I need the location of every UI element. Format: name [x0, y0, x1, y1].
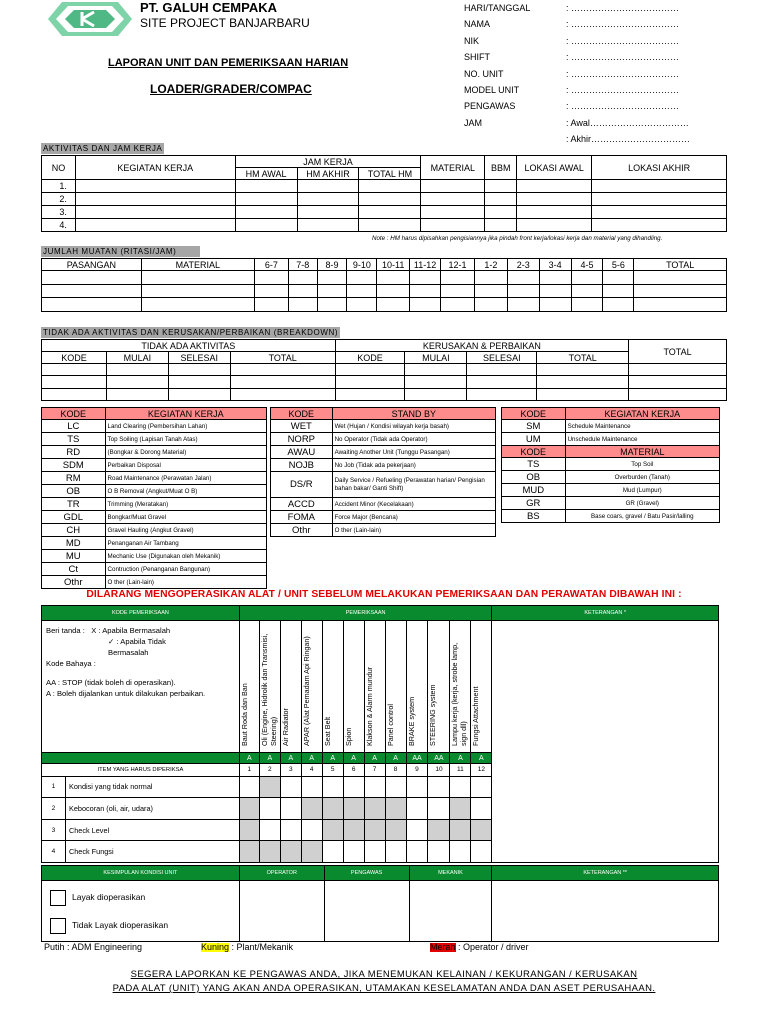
code: NOJB — [271, 459, 333, 472]
item-number: 2 — [42, 798, 66, 820]
conclusion-table — [41, 865, 719, 942]
col-no: NO — [42, 156, 76, 180]
danger-code: A — [280, 752, 301, 763]
keterangan-cell[interactable] — [492, 621, 719, 863]
company-logo — [48, 2, 132, 36]
code-row — [42, 576, 267, 589]
legend-a: A : Boleh dijalankan untuk dilakukan perbaikan. — [46, 689, 206, 699]
keterangan-header: KETERANGAN * — [492, 606, 719, 621]
inspection-column: Baut Roda dan Ban — [239, 621, 259, 753]
table-row — [42, 388, 727, 400]
code-row — [502, 484, 720, 497]
code-desc: Wet (Hujan / Kondisi wilayah kerja basah) — [332, 420, 495, 433]
code: Ct — [42, 563, 106, 576]
col-header: 8-9 — [317, 259, 347, 271]
code-row — [502, 497, 720, 510]
row-number: 1. — [42, 180, 76, 193]
aktivitas-table — [41, 155, 727, 232]
code: TS — [42, 433, 106, 446]
column-number: 2 — [259, 764, 280, 776]
col-header: KODE — [271, 408, 333, 420]
tidak-ada-aktivitas-header: TIDAK ADA AKTIVITAS — [42, 340, 336, 352]
code: Othr — [42, 576, 106, 589]
section-breakdown-heading: TIDAK ADA AKTIVITAS DAN KERUSAKAN/PERBAIKAN (BREAKDOWN) — [43, 328, 339, 337]
col-header: 9-10 — [347, 259, 377, 271]
muatan-table — [41, 258, 727, 312]
code-row — [502, 471, 720, 484]
col-header: TOTAL — [537, 352, 629, 364]
info-value[interactable]: : ……………………………… — [566, 101, 680, 112]
legend-apabila-bermasalah: Apabila Bermasalah — [102, 626, 171, 636]
col-total-hm: TOTAL HM — [359, 168, 421, 180]
code-desc: O B Removal (Angkut/Muat O B) — [105, 485, 266, 498]
column-number: 1 — [239, 764, 259, 776]
code-row — [42, 472, 267, 485]
kode-pemeriksaan-header: KODE PEMERIKSAAN — [42, 606, 240, 621]
code-desc: Mechanic Use (Digunakan oleh Mekanik) — [105, 550, 266, 563]
code-desc: O ther (Lain-lain) — [332, 524, 495, 537]
operator-header: OPERATOR — [239, 866, 324, 881]
table-row — [42, 284, 727, 298]
section-aktivitas-heading: AKTIVITAS DAN JAM KERJA — [43, 144, 163, 153]
legend-x: X : — [91, 626, 101, 636]
code-row — [271, 498, 496, 511]
mekanik-header: MEKANIK — [409, 866, 492, 881]
form-title: LAPORAN UNIT DAN PEMERIKSAAN HARIAN — [108, 57, 349, 69]
inspection-column: Air Radiator — [280, 621, 301, 753]
code-desc: Top Soiling (Lapisan Tanah Atas) — [105, 433, 266, 446]
code: MU — [42, 550, 106, 563]
col-header: KODE — [42, 408, 106, 420]
table-row — [42, 180, 727, 193]
info-label: MODEL UNIT — [464, 84, 520, 95]
code: SM — [502, 420, 566, 433]
row-number: 2. — [42, 193, 76, 206]
code-desc: Trimming (Meratakan) — [105, 498, 266, 511]
code-row — [42, 485, 267, 498]
item-number: 4 — [42, 841, 66, 863]
code: DS/R — [271, 472, 333, 498]
code: FOMA — [271, 511, 333, 524]
code-desc: Base coars, gravel / Batu Pasir/lalling — [565, 510, 719, 523]
legend-kode-bahaya: Kode Bahaya : — [46, 659, 96, 669]
col-header: KODE — [502, 408, 566, 420]
code: GDL — [42, 511, 106, 524]
section-muatan-heading: JUMLAH MUATAN (RITASI/JAM) — [41, 246, 200, 257]
code-row — [42, 537, 267, 550]
code-desc: Overburden (Tanah) — [565, 471, 719, 484]
col-header: 10-11 — [377, 259, 410, 271]
code: AWAU — [271, 446, 333, 459]
legend-beri-tanda: Beri tanda : — [46, 626, 85, 636]
info-value[interactable]: : ……………………………… — [566, 52, 680, 63]
code-desc: Land Clearing (Pembersihan Lahan) — [105, 420, 266, 433]
col-header: MATERIAL — [565, 446, 719, 458]
kesimpulan-options — [42, 881, 240, 942]
info-label: PENGAWAS — [464, 101, 516, 112]
col-header: 2-3 — [507, 259, 539, 271]
code-row — [42, 459, 267, 472]
company-site: SITE PROJECT BANJARBARU — [140, 16, 310, 30]
item-label: ITEM YANG HARUS DIPERIKSA — [42, 764, 240, 776]
code-row — [42, 433, 267, 446]
col-header: 1-2 — [474, 259, 507, 271]
col-bbm: BBM — [485, 156, 517, 180]
code-desc: (Bongkar & Dorong Material) — [105, 446, 266, 459]
col-header: STAND BY — [332, 408, 495, 420]
inspection-column: Fungsi Attachment — [471, 621, 492, 753]
code-desc: Bongkar/Muat Gravel — [105, 511, 266, 524]
column-number: 9 — [406, 764, 428, 776]
table-row — [42, 376, 727, 388]
code: LC — [42, 420, 106, 433]
code-desc: Perbaikan Disposal — [105, 459, 266, 472]
code: UM — [502, 433, 566, 446]
kerusakan-header: KERUSAKAN & PERBAIKAN — [335, 340, 629, 352]
row-number: 4. — [42, 219, 76, 232]
breakdown-total-header: TOTAL — [629, 340, 727, 364]
col-hm-awal: HM AWAL — [235, 168, 297, 180]
inspection-column: BRAKE system — [406, 621, 428, 753]
inspection-column: STEERING system — [428, 621, 450, 753]
col-jam-kerja: JAM KERJA — [235, 156, 421, 168]
code-row — [502, 420, 720, 433]
code-row — [271, 511, 496, 524]
danger-code: A — [322, 752, 343, 763]
info-value[interactable]: : ……………………………… — [566, 84, 680, 95]
col-header: KEGIATAN KERJA — [565, 408, 719, 420]
col-header: MATERIAL — [141, 259, 254, 271]
code-row — [271, 472, 496, 498]
code-row — [42, 524, 267, 537]
danger-code: A — [343, 752, 364, 763]
code: CH — [42, 524, 106, 537]
danger-code: A — [450, 752, 471, 763]
col-header: MULAI — [106, 352, 168, 364]
table-row — [42, 364, 727, 376]
code-row — [42, 563, 267, 576]
danger-code: AA — [406, 752, 428, 763]
footer-line-1: SEGERA LAPORKAN KE PENGAWAS ANDA, JIKA MENEMUKAN KELAINAN / KEKURANGAN / KERUSAKAN — [130, 969, 638, 980]
operator-signature[interactable] — [239, 881, 324, 942]
info-labels — [464, 0, 564, 148]
col-header: 7-8 — [288, 259, 317, 271]
info-value[interactable]: : ……………………………… — [566, 3, 680, 13]
warning-banner: DILARANG MENGOPERASIKAN ALAT / UNIT SEBELUM MELAKUKAN PEMERIKSAAN DAN PERAWATAN DIBAWAH INI : — [86, 589, 682, 600]
code-desc: Top Soil — [565, 458, 719, 471]
code-row — [502, 510, 720, 523]
info-values — [566, 0, 756, 148]
info-value[interactable]: : ……………………………… — [566, 19, 680, 30]
danger-code: AA — [428, 752, 450, 763]
legend-apabila-tidak: Apabila Tidak Bermasalah — [108, 637, 166, 658]
item-number: 1 — [42, 776, 66, 798]
column-number: 5 — [322, 764, 343, 776]
pengawas-header: PENGAWAS — [324, 866, 409, 881]
kegiatan-code-table — [41, 407, 267, 589]
code: OB — [502, 471, 566, 484]
danger-code: A — [301, 752, 322, 763]
column-number: 10 — [428, 764, 450, 776]
tidak-layak-checkbox[interactable] — [50, 918, 66, 934]
code: MUD — [502, 484, 566, 497]
inspection-column: Panel control — [385, 621, 406, 753]
code: Othr — [271, 524, 333, 537]
col-material: MATERIAL — [421, 156, 485, 180]
code-desc: Schedule Maintenance — [565, 420, 719, 433]
col-header: 6-7 — [254, 259, 288, 271]
col-hm-akhir: HM AKHIR — [297, 168, 359, 180]
col-header: TOTAL — [230, 352, 335, 364]
col-header: SELESAI — [467, 352, 537, 364]
col-header: SELESAI — [168, 352, 230, 364]
col-header: KODE — [335, 352, 405, 364]
column-number: 11 — [450, 764, 471, 776]
col-lokasi-awal: LOKASI AWAL — [517, 156, 592, 180]
code: RD — [42, 446, 106, 459]
col-header: 3-4 — [539, 259, 571, 271]
column-number: 3 — [280, 764, 301, 776]
column-number: 8 — [385, 764, 406, 776]
aktivitas-note: Note : HM harus dipisahkan pengisiannya jika pindah front kerja/lokasi kerja dan material yang dihandling. — [372, 235, 663, 242]
col-header: 12-1 — [441, 259, 475, 271]
danger-code: A — [259, 752, 280, 763]
code-row — [502, 433, 720, 446]
tidak-layak-option[interactable]: Tidak Layak dioperasikan — [50, 911, 239, 939]
copy-merah: Merah : Operator / driver — [430, 943, 529, 952]
code: WET — [271, 420, 333, 433]
code-desc: Accident Minor (Kecelakaan) — [332, 498, 495, 511]
code-row — [42, 498, 267, 511]
code-desc: No Job (Tidak ada pekerjaan) — [332, 459, 495, 472]
code-row — [502, 458, 720, 471]
code: OB — [42, 485, 106, 498]
inspection-column: Klakson & Alarm mundur — [364, 621, 385, 753]
item-name: Kondisi yang tidak normal — [65, 776, 239, 798]
code-desc: O ther (Lain-lain) — [105, 576, 266, 589]
col-header: KODE — [502, 446, 566, 458]
code: NORP — [271, 433, 333, 446]
col-lokasi-akhir: LOKASI AKHIR — [592, 156, 727, 180]
code-row — [42, 550, 267, 563]
kesimpulan-header: KESIMPULAN KONDISI UNIT — [42, 866, 240, 881]
column-number: 7 — [364, 764, 385, 776]
col-kegiatan: KEGIATAN KERJA — [75, 156, 235, 180]
keterangan2-cell[interactable] — [492, 881, 719, 942]
info-value[interactable]: : Awal…………………………… — [566, 117, 689, 128]
code: MD — [42, 537, 106, 550]
company-name: PT. GALUH CEMPAKA — [140, 0, 277, 15]
info-label: SHIFT — [464, 52, 490, 63]
inspection-column: Spion — [343, 621, 364, 753]
table-row — [42, 271, 727, 285]
code-desc: Awaiting Another Unit (Tunggu Pasangan) — [332, 446, 495, 459]
code-row — [271, 524, 496, 537]
table-row — [42, 193, 727, 206]
code-desc: Force Major (Bencana) — [332, 511, 495, 524]
legend-check: ✓ : — [108, 637, 119, 647]
legend-aa: AA : STOP (tidak boleh di operasikan). — [46, 678, 176, 688]
code: BS — [502, 510, 566, 523]
code-row — [271, 420, 496, 433]
info-value[interactable]: : Akhir…………………………… — [566, 134, 691, 145]
table-row — [42, 219, 727, 232]
footer-line-2: PADA ALAT (UNIT) YANG AKAN ANDA OPERASIKAN, UTAMAKAN KESELAMATAN ANDA DAN ASET PERUSAHAAN. — [112, 983, 656, 994]
code-desc: GR (Gravel) — [565, 497, 719, 510]
item-name: Check Fungsi — [65, 841, 239, 863]
inspection-column: Seat Belt — [322, 621, 343, 753]
mekanik-signature[interactable] — [409, 881, 492, 942]
info-label — [464, 131, 564, 147]
inspection-column: Lampu kerja (kerja, strobe lamp, sign dll) — [450, 621, 471, 753]
danger-code: A — [239, 752, 259, 763]
code: TS — [502, 458, 566, 471]
pengawas-signature[interactable] — [324, 881, 409, 942]
code-desc: Road Maintenance (Perawatan Jalan) — [105, 472, 266, 485]
code-desc: No Operator (Tidak ada Operator) — [332, 433, 495, 446]
col-header: MULAI — [405, 352, 467, 364]
merah-tag: Merah — [430, 943, 456, 952]
col-header: KEGIATAN KERJA — [105, 408, 266, 420]
maintenance-material-code-table — [501, 407, 720, 523]
code-desc: Unschedule Maintenance — [565, 433, 719, 446]
code-row — [271, 459, 496, 472]
inspection-table — [41, 605, 719, 863]
layak-checkbox[interactable] — [50, 890, 66, 906]
column-number: 6 — [343, 764, 364, 776]
info-label: JAM — [464, 117, 482, 128]
code-desc: Mud (Lumpur) — [565, 484, 719, 497]
code: SDM — [42, 459, 106, 472]
code-row — [42, 446, 267, 459]
table-row — [42, 206, 727, 219]
code-row — [42, 511, 267, 524]
inspection-column: APAR (Alat Pemadam Api Ringan) — [301, 621, 322, 753]
code-row — [271, 446, 496, 459]
col-header: 5-6 — [603, 259, 634, 271]
code-desc: Penanganan Air Tambang — [105, 537, 266, 550]
layak-option[interactable]: Layak dioperasikan — [50, 883, 239, 911]
row-number: 3. — [42, 206, 76, 219]
item-name: Check Level — [65, 819, 239, 841]
code-row — [271, 433, 496, 446]
danger-code: A — [385, 752, 406, 763]
info-label: NO. UNIT — [464, 68, 504, 79]
col-header: 11-12 — [410, 259, 441, 271]
standby-code-table — [270, 407, 496, 537]
form-subtitle: LOADER/GRADER/COMPAC — [150, 82, 312, 96]
copy-kuning: Kuning : Plant/Mekanik — [201, 943, 294, 952]
code-row — [42, 420, 267, 433]
inspection-column: Oli (Engine, Hidrolik dan Transmisi, Steering) — [259, 621, 280, 753]
col-header: KODE — [42, 352, 107, 364]
code-desc: Contruction (Penanganan Bangunan) — [105, 563, 266, 576]
legend-cell — [42, 621, 240, 753]
info-label: NIK — [464, 35, 480, 46]
code: ACCD — [271, 498, 333, 511]
column-number: 12 — [471, 764, 492, 776]
info-label: HARI/TANGGAL — [464, 3, 531, 13]
pemeriksaan-header: PEMERIKSAAN — [239, 606, 492, 621]
info-value[interactable]: : ……………………………… — [566, 68, 680, 79]
table-row — [42, 298, 727, 312]
danger-code: A — [471, 752, 492, 763]
code-desc: Gravel Hauling (Angkut Gravel) — [105, 524, 266, 537]
code: RM — [42, 472, 106, 485]
info-label: NAMA — [464, 19, 491, 30]
keterangan2-header: KETERANGAN ** — [492, 866, 719, 881]
code: TR — [42, 498, 106, 511]
col-header: PASANGAN — [42, 259, 142, 271]
danger-code: A — [364, 752, 385, 763]
code: GR — [502, 497, 566, 510]
item-name: Kebocoran (oli, air, udara) — [65, 798, 239, 820]
kuning-tag: Kuning — [201, 943, 230, 952]
info-value[interactable]: : ……………………………… — [566, 35, 680, 46]
col-header: TOTAL — [634, 259, 727, 271]
breakdown-table — [41, 339, 727, 401]
copy-putih: Putih : ADM Engineering — [44, 943, 143, 952]
col-header: 4-5 — [571, 259, 603, 271]
code-desc: Daily Service / Refueling (Perawatan harian/ Pengisian bahan bakar/ Ganti Shift) — [332, 472, 495, 498]
item-number: 3 — [42, 819, 66, 841]
column-number: 4 — [301, 764, 322, 776]
